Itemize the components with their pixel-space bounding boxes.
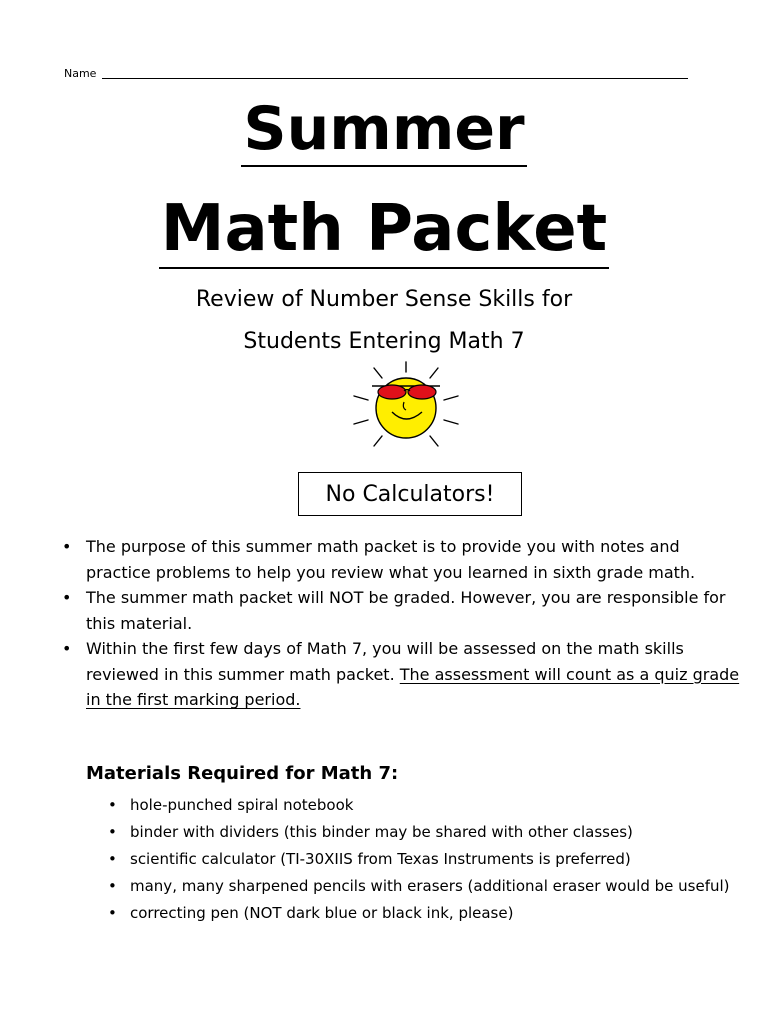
info-bullet-assessment: • Within the first few days of Math 7, you will be assessed on the math skills reviewed in this summer math packet. The assessment will count as a quiz grade in the first marking period. xyxy=(62,636,742,713)
subtitle-line-2: Students Entering Math 7 xyxy=(243,329,525,354)
materials-list xyxy=(108,792,748,927)
info-bullet-list xyxy=(62,534,742,713)
materials-heading: Materials Required for Math 7: xyxy=(86,763,399,784)
sun-with-sunglasses-icon xyxy=(346,360,466,450)
no-calculators-notice: No Calculators! xyxy=(298,472,522,516)
info-bullet-grading: • The summer math packet will NOT be graded. However, you are responsible for this material. xyxy=(62,585,742,636)
name-underline[interactable] xyxy=(102,66,688,79)
materials-item-pencils: • many, many sharpened pencils with erasers (additional eraser would be useful) xyxy=(108,873,748,900)
info-bullet-purpose: • The purpose of this summer math packet is to provide you with notes and practice problems to help you review what you learned in sixth grade math. xyxy=(62,534,742,585)
title-line-2-wrapper xyxy=(0,192,768,269)
name-field[interactable] xyxy=(64,66,688,81)
title-line-1: Summer xyxy=(241,98,526,167)
materials-item-notebook: • hole-punched spiral notebook xyxy=(108,792,748,819)
materials-item-calculator: • scientific calculator (TI-30XIIS from Texas Instruments is preferred) xyxy=(108,846,748,873)
title-line-1-wrapper xyxy=(0,94,768,167)
subtitle-line-1: Review of Number Sense Skills for xyxy=(195,287,573,312)
materials-item-binder: • binder with dividers (this binder may be shared with other classes) xyxy=(108,819,748,846)
title-line-2: Math Packet xyxy=(159,196,609,269)
materials-item-pen: • correcting pen (NOT dark blue or black ink, please) xyxy=(108,900,748,927)
assessment-note: The assessment will count as a quiz grade in the first marking period. xyxy=(86,664,740,709)
name-label: Name xyxy=(64,67,97,80)
